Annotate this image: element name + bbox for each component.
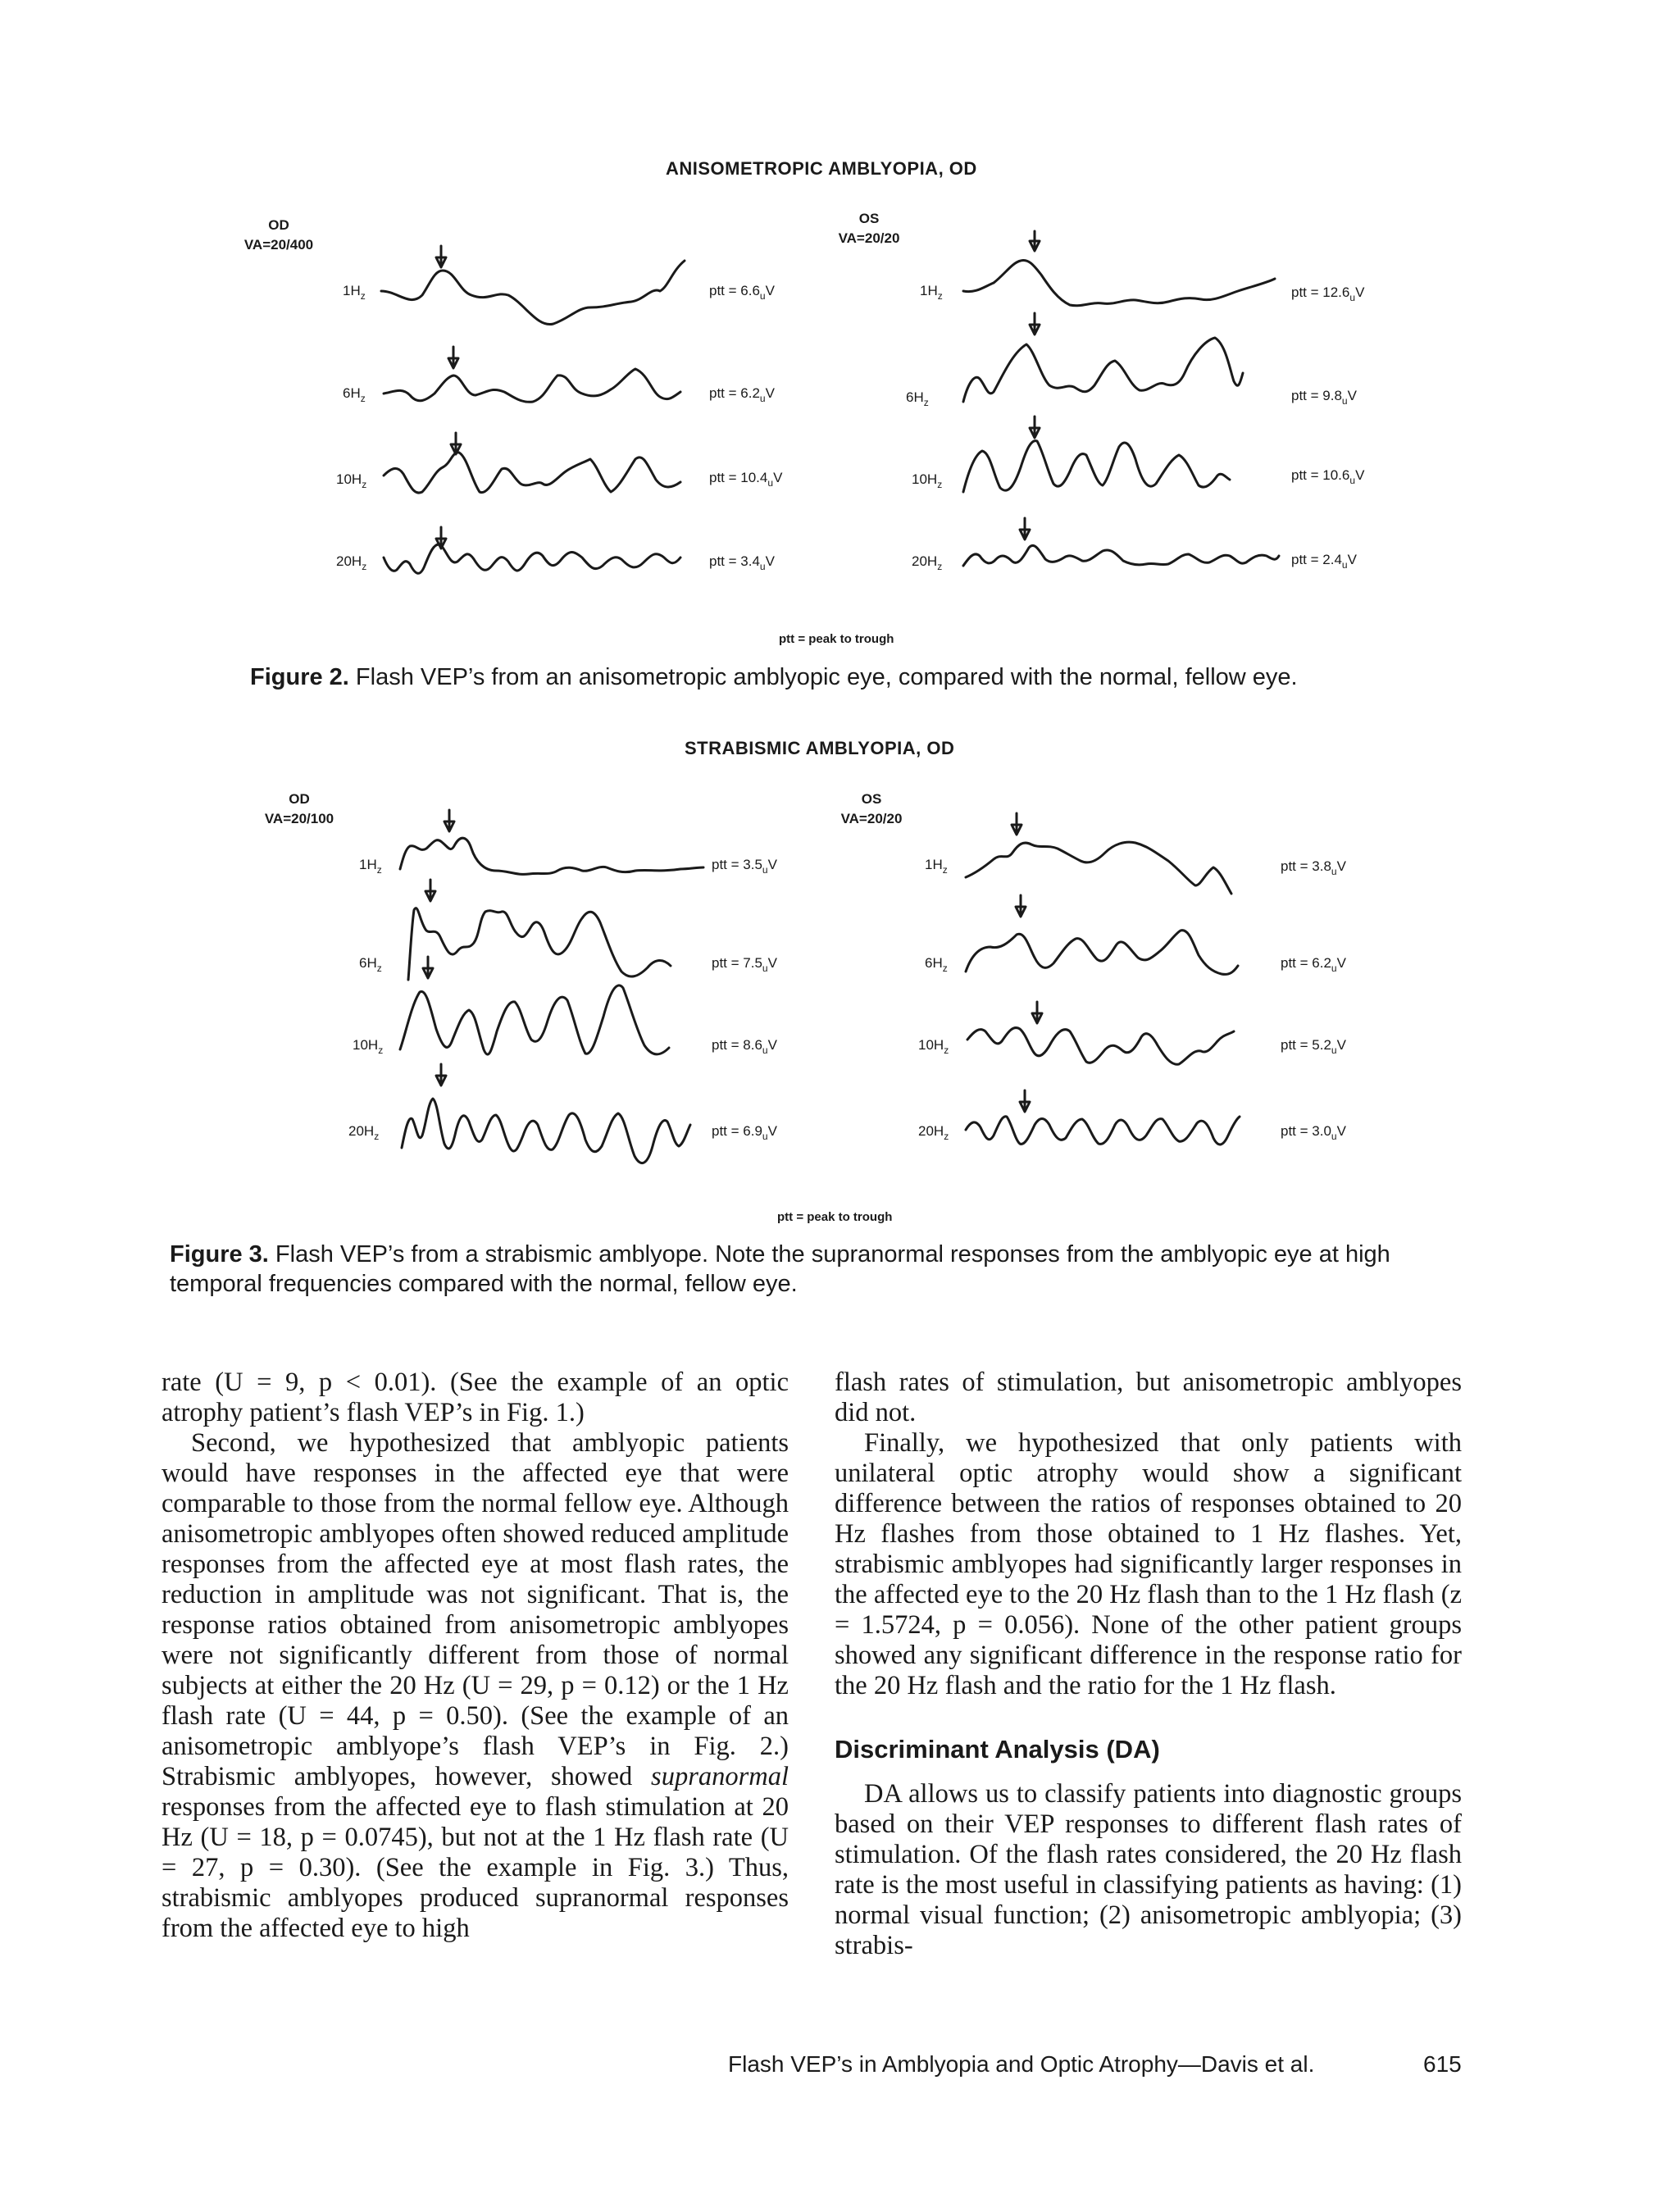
freq-label: $6H_z$ [925, 955, 948, 974]
running-title: Flash VEP’s in Amblyopia and Optic Atrophy—Davis et al. [728, 2051, 1315, 2077]
figure2-caption-text: Flash VEP’s from an anisometropic amblyopic eye, compared with the normal, fellow eye. [348, 664, 1298, 690]
figure3-right-eye: OS [861, 791, 882, 807]
figure3-left-eye: OD [289, 791, 310, 807]
figure3-left-6hz-row [359, 880, 778, 980]
figure2-right-va: VA=20/20 [838, 230, 900, 246]
figure3-left-1hz-row [359, 810, 778, 876]
stimulus-arrow [423, 957, 433, 978]
vep-trace [967, 1027, 1234, 1064]
figure3-caption [170, 1240, 1481, 1299]
freq-label: $20H_z$ [912, 553, 943, 572]
left-paragraph-2-emphasis: supranormal [651, 1762, 789, 1791]
figure3-caption-text: Flash VEP’s from a strabismic amblyope. Note the supranormal responses from the amblyopic eye at high temporal frequencies compared with the normal, fellow eye. [170, 1241, 1390, 1297]
right-paragraph-1: flash rates of stimulation, but anisometropic amblyopes did not. [835, 1368, 1462, 1427]
freq-label: $20H_z$ [348, 1123, 380, 1142]
vep-trace [402, 1099, 690, 1163]
ptt-value: ptt = $2.4_uV$ [1291, 552, 1357, 571]
figure2-left-eye: OD [268, 217, 289, 233]
vep-trace [400, 838, 703, 874]
ptt-value: ptt = $12.6_uV$ [1291, 284, 1365, 303]
figure2-title: ANISOMETROPIC AMBLYOPIA, OD [666, 158, 977, 179]
freq-label: $1H_z$ [925, 857, 948, 876]
ptt-value: ptt = $3.8_uV$ [1281, 858, 1346, 877]
ptt-value: ptt = $3.4_uV$ [709, 553, 775, 572]
stimulus-arrow [444, 810, 454, 831]
stimulus-arrow [425, 880, 435, 901]
ptt-value: ptt = $9.8_uV$ [1291, 388, 1357, 407]
section-heading: Discriminant Analysis (DA) [835, 1735, 1160, 1764]
left-paragraph-1: rate (U = 9, p < 0.01). (See the example of an optic atrophy patient’s flash VEP’s in Fig. 1.) [162, 1368, 789, 1427]
vep-trace [408, 908, 671, 980]
figure2-left-va: VA=20/400 [243, 237, 314, 253]
freq-label: $1H_z$ [359, 857, 382, 876]
freq-label: $10H_z$ [918, 1037, 949, 1056]
figure3-right-6hz-row [925, 895, 1347, 974]
stimulus-arrow [436, 1064, 446, 1086]
figure3-caption-label: Figure 3. [170, 1241, 269, 1268]
ptt-value: ptt = $6.9_uV$ [712, 1123, 777, 1142]
right-paragraph-3: DA allows us to classify patients into diagnostic groups based on their VEP responses to different flash rates of stimulation. Of the flash rates considered, the 20 Hz flash rate is the most useful in classifying patients as having: (1) normal visual function; (2) anisometropic amblyopia; (3) strabis- [835, 1779, 1462, 1960]
body-right-column [835, 1368, 1462, 1961]
ptt-value: ptt = $3.0_uV$ [1281, 1123, 1346, 1142]
figure2-caption-label: Figure 2. [250, 664, 349, 690]
freq-label: $6H_z$ [906, 389, 929, 408]
figure3-left-va: VA=20/100 [264, 811, 334, 826]
freq-label: $20H_z$ [336, 553, 367, 572]
figure3-left-10hz-row [353, 985, 778, 1056]
freq-label: $1H_z$ [343, 283, 366, 302]
freq-label: $10H_z$ [353, 1037, 384, 1056]
left-paragraph-2-a: Second, we hypothesized that amblyopic patients would have responses in the affected eye that were comparable to those from the normal fellow eye. Although anisometropic amblyopes often showed reduced amplitude responses from the affected eye at most flash rates, the reduction in amplitude was not significant. That is, the response ratios obtained from anisometropic amblyopes were not significantly different from those of normal subjects at either the 20 Hz (U = 29, p = 0.12) or the 1 Hz flash rate (U = 44, p = 0.50). (See the example of an anisometropic amblyope’s flash VEP’s in Fig. 2.) Strabismic amblyopes, however, showed [162, 1428, 789, 1791]
figure2-right-eye: OS [858, 211, 880, 226]
ptt-value: ptt = $10.6_uV$ [1291, 467, 1365, 486]
figure3-left-20hz-row [348, 1064, 778, 1163]
freq-label: $10H_z$ [336, 471, 367, 490]
figure3-right-20hz-row [918, 1090, 1347, 1145]
vep-trace [400, 985, 669, 1054]
vep-trace [966, 1117, 1240, 1145]
figure3-title: STRABISMIC AMBLYOPIA, OD [685, 738, 955, 758]
left-paragraph-2 [162, 1428, 789, 1944]
vep-trace [966, 842, 1231, 894]
ptt-value: ptt = $10.4_uV$ [709, 470, 783, 489]
figure3-right-va: VA=20/20 [840, 811, 903, 826]
page-number: 615 [1423, 2051, 1462, 2077]
figure3-right-1hz-row [925, 813, 1347, 894]
freq-label: $20H_z$ [918, 1123, 949, 1142]
figure3-ptt-note: ptt = peak to trough [777, 1210, 893, 1224]
ptt-value: ptt = $6.6_uV$ [709, 283, 775, 302]
ptt-value: ptt = $7.5_uV$ [712, 955, 777, 974]
freq-label: $1H_z$ [920, 283, 943, 302]
right-paragraph-2: Finally, we hypothesized that only patients with unilateral optic atrophy would show a significant difference between the ratios of responses obtained to 20 Hz flashes from those obtained to 1 Hz flashes. Yet, strabismic amblyopes had significantly larger responses in the affected eye to the 20 Hz flash than to the 1 Hz flash (z = 1.5724, p = 0.056). None of the other patient groups showed any significant difference in the response ratio for the 20 Hz flash and the ratio for the 1 Hz flash. [835, 1428, 1462, 1700]
freq-label: $10H_z$ [912, 471, 943, 490]
vep-trace [966, 931, 1238, 975]
freq-label: $6H_z$ [359, 955, 382, 974]
ptt-value: ptt = $6.2_uV$ [709, 385, 775, 404]
freq-label: $6H_z$ [343, 385, 366, 404]
stimulus-arrow [1032, 1002, 1042, 1023]
ptt-value: ptt = $6.2_uV$ [1281, 955, 1346, 974]
body-left-column [162, 1368, 789, 1944]
ptt-value: ptt = $5.2_uV$ [1281, 1037, 1346, 1056]
left-paragraph-2-b: responses from the affected eye to flash stimulation at 20 Hz (U = 18, p = 0.0745), but not at the 1 Hz flash rate (U = 27, p = 0.30). (See the example in Fig. 3.) Thus, strabismic amblyopes produced supranormal responses from the affected eye to high [162, 1792, 789, 1943]
figure2-ptt-note: ptt = peak to trough [779, 632, 894, 646]
ptt-value: ptt = $3.5_uV$ [712, 857, 777, 876]
stimulus-arrow [1020, 1090, 1030, 1112]
figure3-right-10hz-row [918, 1002, 1347, 1064]
ptt-value: ptt = $8.6_uV$ [712, 1037, 777, 1056]
stimulus-arrow [1012, 813, 1022, 835]
stimulus-arrow [1016, 895, 1026, 917]
